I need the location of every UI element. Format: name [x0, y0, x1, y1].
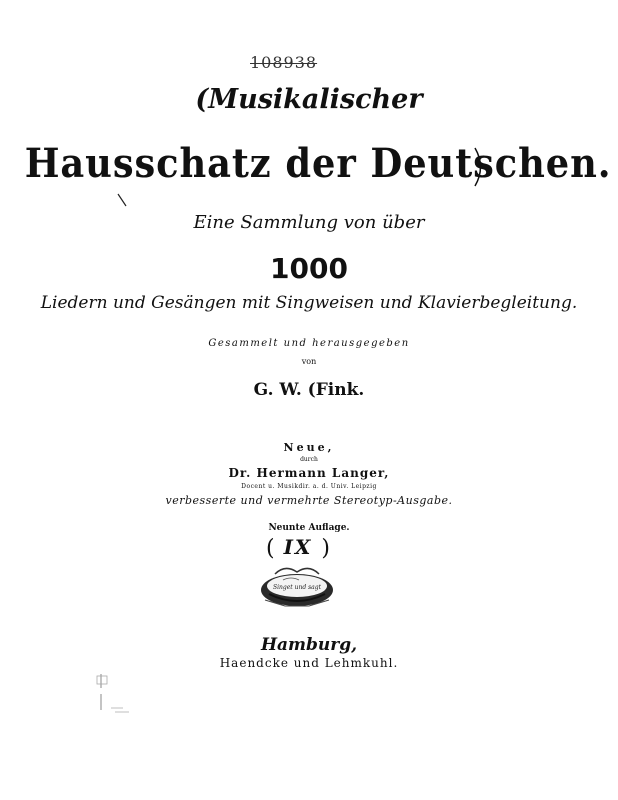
volume-number: IX	[283, 535, 313, 559]
publication-place: Hamburg,	[260, 635, 358, 655]
bracket-mark	[472, 146, 488, 188]
volume-mark	[268, 535, 328, 561]
library-stamp-icon	[93, 670, 143, 720]
songs-line: Liedern und Gesängen mit Singweisen und Klavierbegleitung.	[40, 293, 578, 313]
author-name: G. W. (Fink.	[253, 380, 365, 400]
publisher-name: Haendcke und Lehmkuhl.	[219, 656, 399, 670]
song-count: 1000	[270, 252, 348, 285]
vignette-text: Singet und sagt	[273, 584, 321, 591]
durch-line: durch	[300, 456, 318, 463]
subtitle-top: (Musikalischer	[195, 84, 423, 115]
editor-name: Dr. Hermann Langer,	[228, 466, 390, 480]
printing-line: Neunte Auflage.	[268, 523, 350, 533]
edition-line: verbesserte und vermehrte Stereotyp-Ausgabe.	[165, 494, 453, 507]
neue-line: Neue,	[283, 441, 335, 454]
printer-vignette-icon	[255, 560, 339, 612]
volume-bracket-left-icon: (	[266, 536, 275, 561]
collection-line: Eine Sammlung von über	[193, 212, 425, 233]
call-number: 108938	[250, 53, 318, 72]
von-line: von	[301, 357, 317, 366]
main-title: Hausschatz der Deutschen.	[24, 140, 612, 187]
collected-line: Gesammelt und herausgegeben	[208, 338, 410, 349]
pen-mark	[116, 192, 130, 210]
editor-role: Docent u. Musikdir. a. d. Univ. Leipzig	[241, 483, 377, 490]
volume-bracket-right-icon: )	[321, 536, 330, 561]
